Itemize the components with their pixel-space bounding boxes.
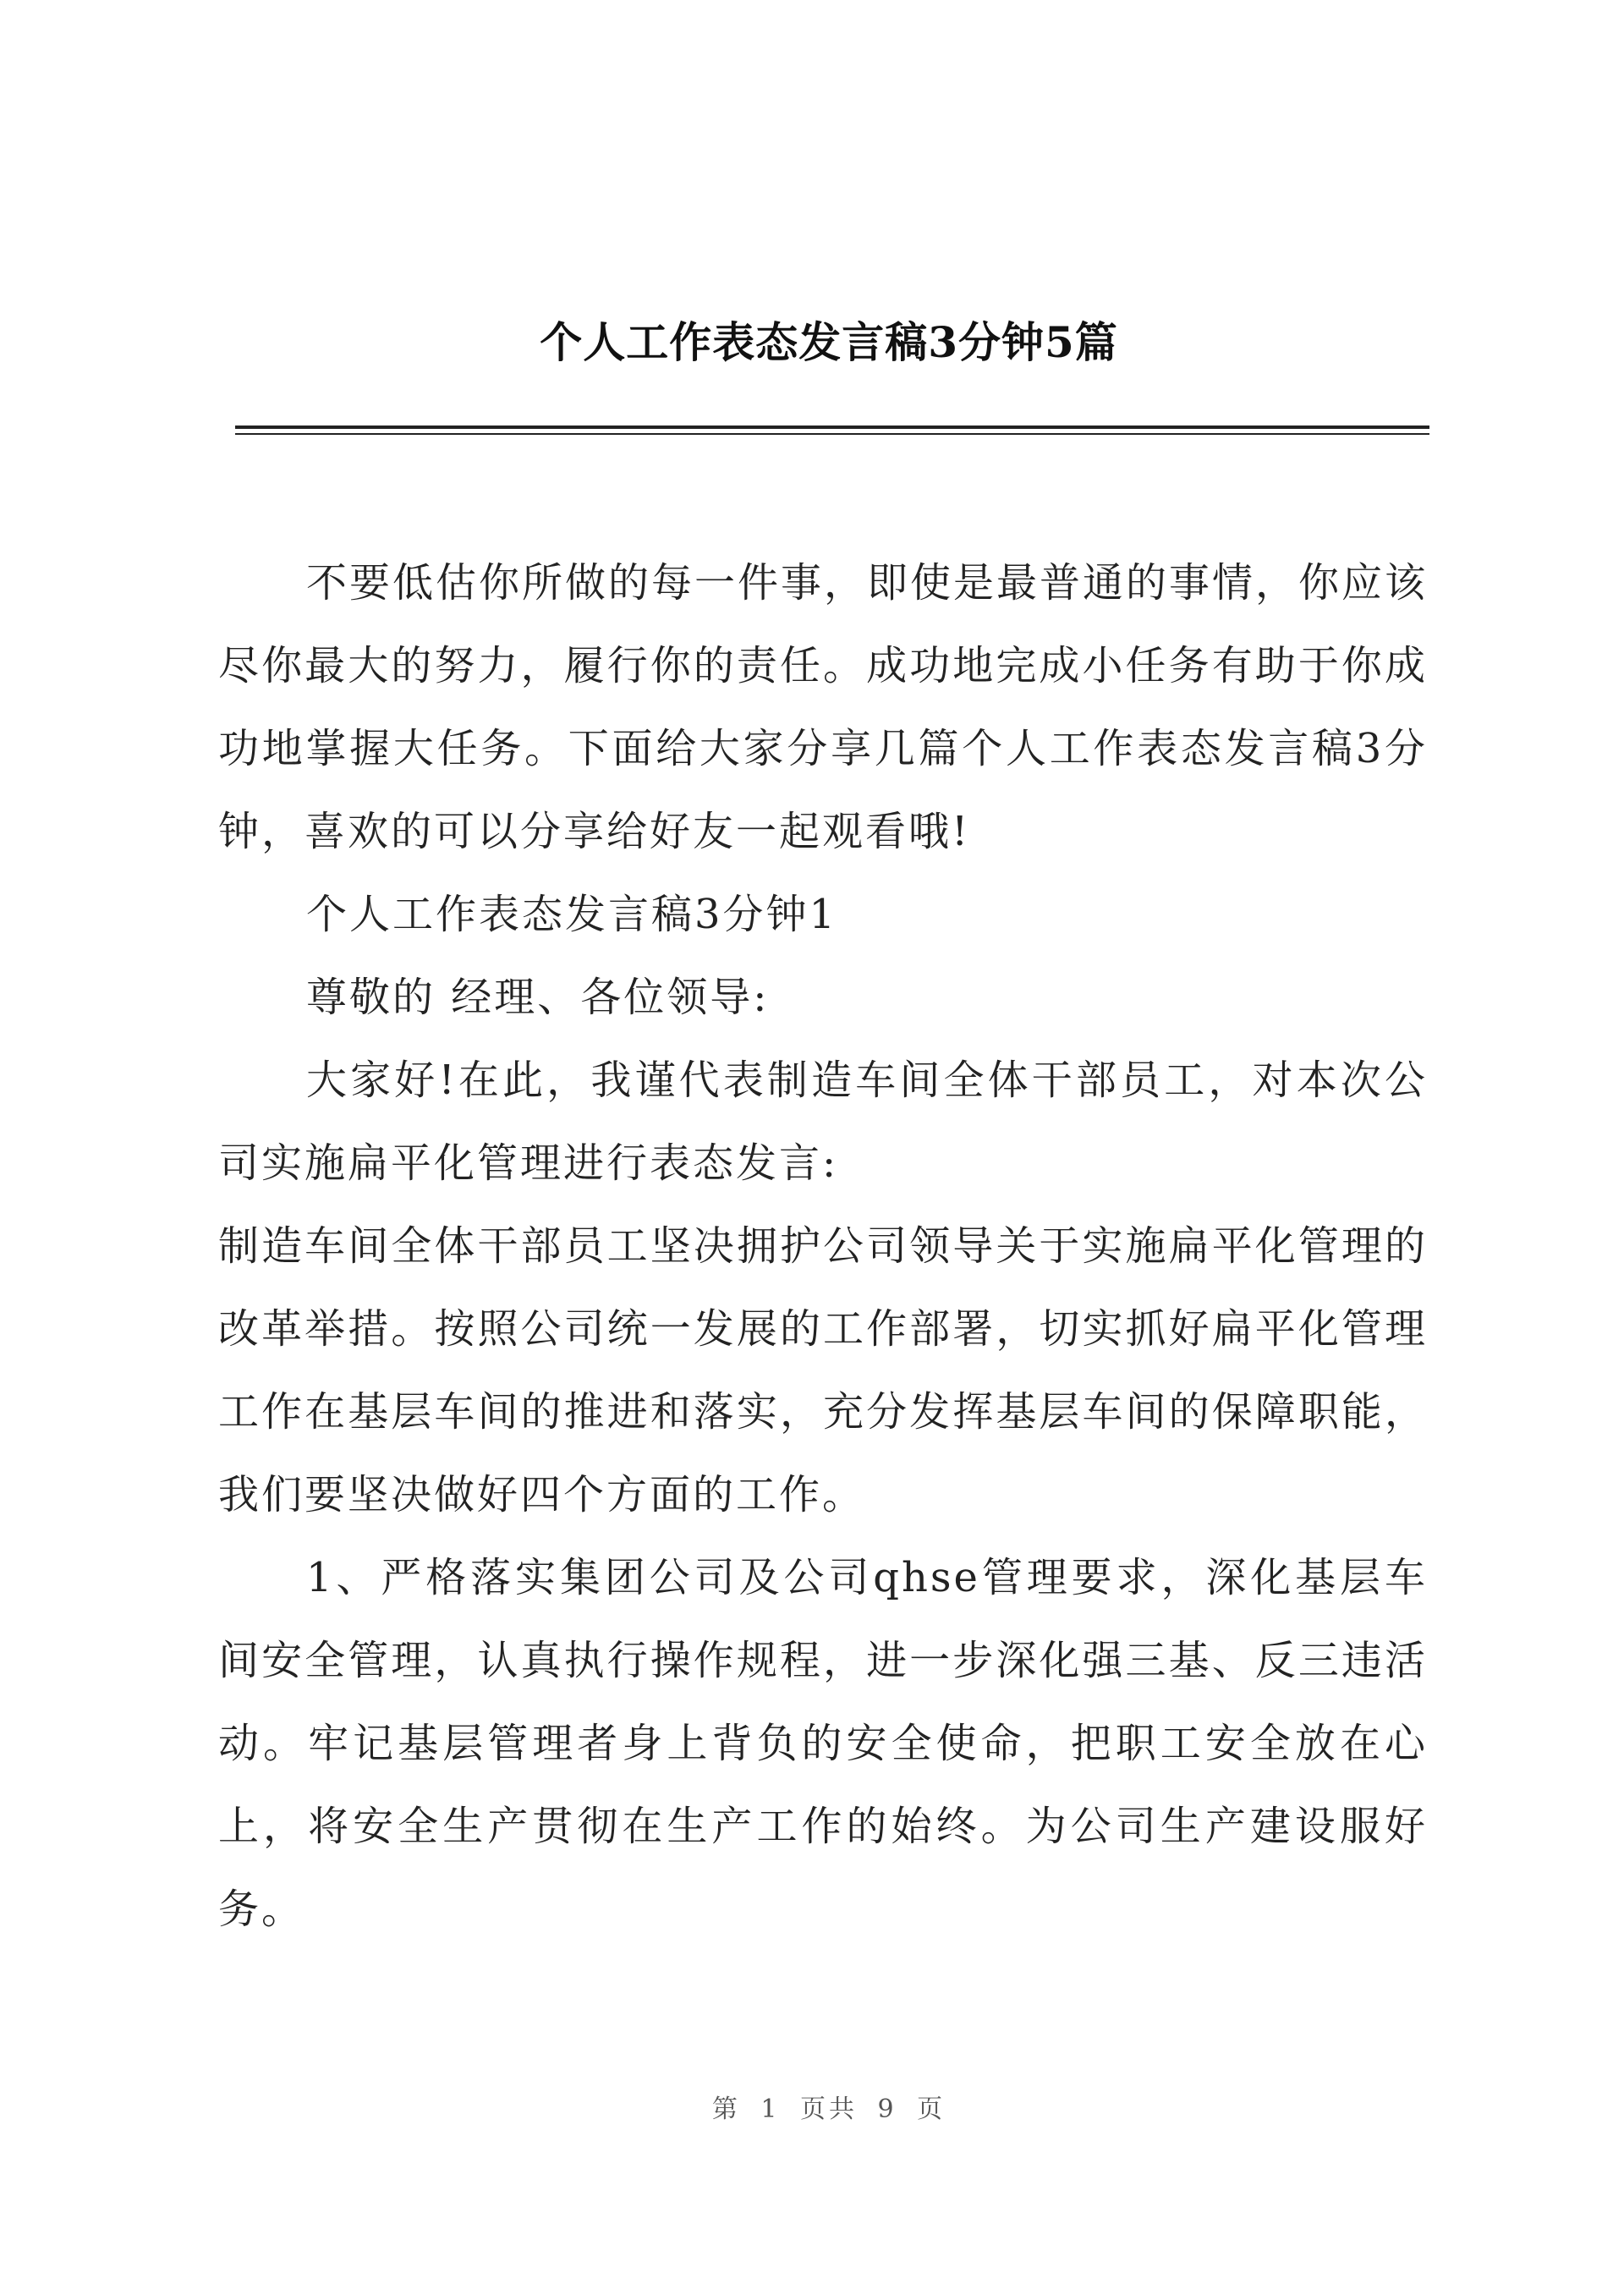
greeting-paragraph: 大家好!在此，我谨代表制造车间全体干部员工，对本次公司实施扁平化管理进行表态发言: — [218, 1057, 1428, 1187]
numbered-paragraph: 1、严格落实集团公司及公司qhse管理要求，深化基层车间安全管理，认真执行操作规程，进一步深化强三基、反三违活动。牢记基层管理者身上背负的安全使命，把职工安全放在心上，将安全生产贯彻在生产工作的始终。为公司生产建设服好务。 — [218, 1554, 1428, 1933]
intro-paragraph: 不要低估你所做的每一件事，即使是最普通的事情，你应该尽你最大的努力，履行你的责任。成功地完成小任务有助于你成功地掌握大任务。下面给大家分享几篇个人工作表态发言稿3分钟，喜欢的可以分享给好友一起观看哦! — [218, 559, 1429, 855]
page-footer: 第 1 页共 9 页 — [711, 2095, 946, 2124]
document-body — [218, 541, 1428, 1951]
document-title: 个人工作表态发言稿3分钟5篇 — [540, 317, 1118, 367]
body-paragraph: 制造车间全体干部员工坚决拥护公司领导关于实施扁平化管理的改革举措。按照公司统一发展的工作部署，切实抓好扁平化管理工作在基层车间的推进和落实，充分发挥基层车间的保障职能，我们要坚决做好四个方面的工作。 — [218, 1222, 1428, 1518]
salutation: 尊敬的 经理、各位领导: — [306, 974, 770, 1021]
title-divider-thick — [235, 426, 1429, 429]
section-heading: 个人工作表态发言稿3分钟1 — [306, 891, 838, 938]
title-divider-thin — [235, 433, 1429, 435]
